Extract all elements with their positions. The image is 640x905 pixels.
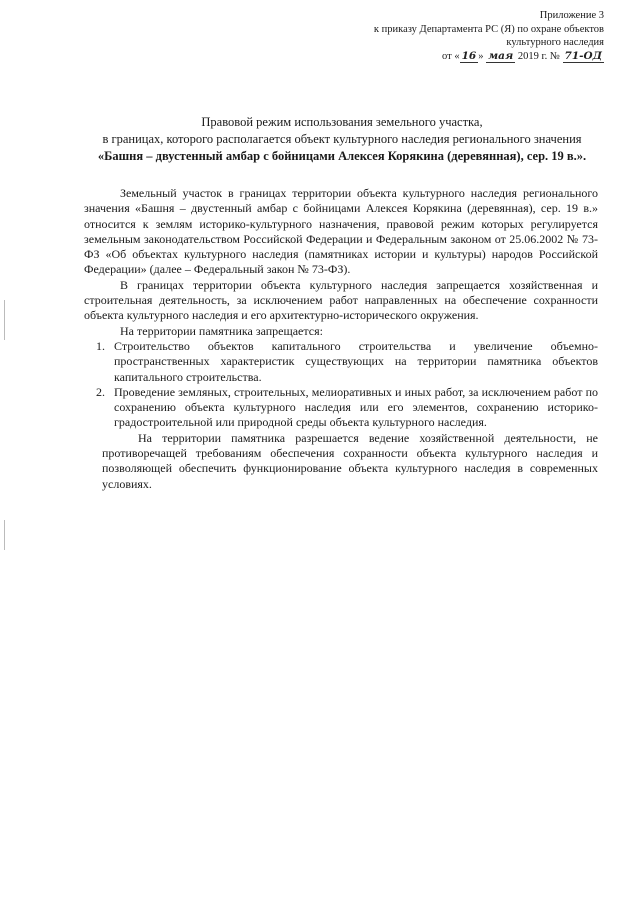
appendix-number: Приложение 3	[539, 10, 604, 21]
order-reference: к приказу Департамента РС (Я) по охране объектов	[373, 23, 604, 35]
document-body	[84, 186, 598, 492]
prohibited-list	[84, 339, 598, 431]
list-item	[84, 385, 598, 431]
scan-margin-mark	[4, 520, 5, 550]
scan-margin-mark	[4, 300, 5, 340]
list-item-text: Строительство объектов капитального строительства и увеличение объемно-пространственных характеристик существующих на территории памятника объектов капитального строительства.	[114, 338, 598, 384]
appendix-header	[304, 9, 604, 63]
list-item	[84, 339, 598, 385]
order-reference-cont: культурного наследия	[506, 37, 604, 48]
paragraph-prohibition: В границах территории объекта культурного наследия запрещается хозяйственная и строительная деятельность, за исключением работ направленных на обеспечение сохранности объекта культурного наследия и его архитектурно-исторического окружения.	[84, 277, 598, 323]
title-line-1: Правовой режим использования земельного участка,	[201, 115, 483, 129]
list-item-number: 1.	[96, 338, 105, 353]
list-item-number: 2.	[96, 384, 105, 399]
list-item-text: Проведение земляных, строительных, мелиоративных и иных работ, за исключением работ по сохранению объекта культурного наследия или его элементов, сохранению историко-градостроительной или природной среды объекта культурного наследия.	[114, 384, 598, 430]
title-line-2: в границах, которого располагается объект культурного наследия регионального значения	[102, 132, 582, 146]
paragraph-permitted: На территории памятника разрешается ведение хозяйственной деятельности, не противоречащей требованиям обеспечения сохранности объекта культурного наследия и позволяющей обеспечить функционирование объекта культурного наследия в современных условиях.	[102, 430, 598, 491]
object-name: «Башня – двустенный амбар с бойницами Алексея Корякина (деревянная), сер. 19 в.».	[97, 149, 587, 163]
date-prefix: от «	[442, 50, 460, 62]
paragraph-prohibited-intro: На территории памятника запрещается:	[120, 323, 323, 338]
handwritten-month: мая	[488, 49, 514, 62]
handwritten-number: 71-ОД	[564, 49, 602, 62]
handwritten-day: 16	[461, 49, 477, 62]
date-year: 2019 г. №	[515, 50, 563, 62]
order-date-line	[304, 50, 604, 64]
document-title	[82, 114, 602, 165]
paragraph-legal-status: Земельный участок в границах территории объекта культурного наследия регионального значения «Башня – двустенный амбар с бойницами Алексея Корякина (деревянная), сер. 19 в.» относится к землям историко-культурного назначения, правовой режим которых регулируется земельным законодательством Российской Федерации и Федеральным законом от 25.06.2002 № 73-ФЗ «Об объектах культурного наследия (памятниках истории и культуры) народов Российской Федерации» (далее – Федеральный закон № 73-ФЗ).	[84, 186, 598, 277]
date-mid: »	[478, 50, 487, 62]
